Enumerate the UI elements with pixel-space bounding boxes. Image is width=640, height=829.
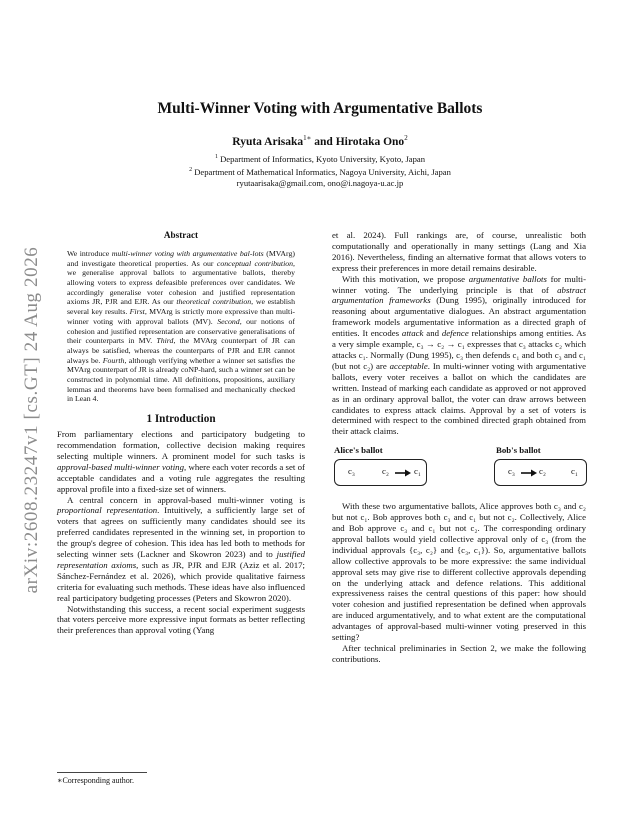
author-emails: ryutaarisaka@gmail.com, ono@i.nagoya-u.ac.jp: [236, 177, 404, 188]
arxiv-stamp: arXiv:2608.23247v1 [cs.GT] 24 Aug 2026: [21, 246, 42, 594]
alice-candidate-c3: c₃: [348, 466, 355, 477]
attack-arrow-icon: [520, 469, 538, 477]
bob-ballot: [494, 459, 587, 486]
bob-candidate-c1: c₁: [571, 466, 578, 477]
intro-paragraph-2: A central concern in approval-based multi-winner voting is proportional representation. Intuitively, a sufficiently large set of voters that agrees on sufficiently many candidates should see its preferred candidates represented in the winning set, in proportion to the group's degree of cohesion. This idea has led both to methods for selecting winner sets (Lackner and Skowron 2023) and to justified representation axioms, such as JR, PJR and EJR (Aziz et al. 2017; Sánchez-Fernández et al. 2026), which provide qualitative fairness criteria for evaluating such methods. These ideas have also influenced real participatory budgeting processes (Peters and Skowron 2020).: [57, 494, 306, 603]
bob-ballot-label: Bob's ballot: [496, 445, 541, 456]
affiliation-1-mark: 1: [214, 154, 218, 160]
footnote-rule: [57, 772, 147, 773]
left-column: [57, 230, 305, 636]
author-1: Ryuta Arisaka: [232, 135, 304, 148]
alice-candidate-c1: c₁: [414, 466, 421, 477]
author-1-mark: 1∗: [303, 134, 312, 142]
affiliation-1: [0, 152, 640, 165]
affiliation-2-mark: 2: [189, 166, 193, 173]
right-column: [332, 230, 586, 665]
footnote: ∗Corresponding author.: [57, 776, 134, 785]
abstract-heading: Abstract: [163, 230, 199, 240]
affiliations: [0, 152, 640, 189]
intro-paragraph-1: From parliamentary elections and participatory budgeting to recommendation formation, collective decision making requires selecting multiple winners. A prominent model for such tasks is approval-based multi-winner voting, where each voter records a set of acceptable candidates and a voting rule aggregates the resulting approval profile into a fixed-size set of winners.: [57, 429, 305, 494]
affiliation-1-text: Department of Informatics, Kyoto University, Kyoto, Japan: [217, 153, 426, 164]
alice-ballot: [334, 459, 427, 486]
author-2-mark: 2: [404, 134, 408, 142]
ballot-figure: [332, 445, 586, 493]
bob-candidate-c2: c₂: [539, 466, 546, 477]
section-heading-introduction: 1 Introduction: [146, 413, 216, 426]
author-line: [0, 134, 640, 148]
right-paragraph-1: et al. 2024). Full rankings are, of course, unrealistic both computationally and operationally in many settings (Lang and Xia 2016). Nevertheless, finding an alternative format that allows voters to express their preferences in more detail remains desirable.: [332, 230, 586, 273]
arxiv-sidebar: [8, 0, 48, 829]
right-paragraph-3: With these two argumentative ballots, Alice approves both c₃ and c₂ but not c₁. Bob approves both c₃ and c₁ but not c₂. Collectively, Alice and Bob approve c₃ and c₁ but not c₂. The corresponding ordinary approval ballots would yield collective approval only of c₃ (from the individual approvals {c₃, c₂} and {c₃, c₁}). So, argumentative ballots allow collective approvals to be more expressive: the same individual approval sets may give rise to different collective approvals depending on the underlying attack and defence relations. This additional expressiveness raises the central questions of this paper: how should voter cohesion and justified representation be defined when approvals are induced argumentatively, and to what extent are the computational advantages of approval-based multi-winner voting preserved in this setting?: [332, 501, 586, 643]
attack-arrow-icon: [394, 469, 412, 477]
alice-candidate-c2: c₂: [382, 466, 389, 477]
bob-candidate-c3: c₃: [508, 466, 515, 477]
author-2: Hirotaka Ono: [335, 135, 405, 148]
affiliation-2-text: Department of Mathematical Informatics, Nagoya University, Aichi, Japan: [192, 166, 451, 177]
affiliation-2: [0, 165, 640, 178]
right-paragraph-4: After technical preliminaries in Section 2, we make the following contributions.: [332, 643, 586, 664]
alice-ballot-label: Alice's ballot: [334, 445, 383, 456]
author-and: and: [314, 135, 333, 148]
abstract-text: We introduce multi-winner voting with argumentative bal-lots (MVArg) and investigate theoretical properties. As our conceptual contribution, we generalise approval ballots to argumentative ballots, thereby allowing voters to express defeasible preferences over candidates. We accordingly generalise voter cohesion and justified representation axioms JR, PJR and EJR. As our theoretical contribution, we establish several key results. First, MVArg is strictly more expressive than multi-winner voting with approval ballots (MV). Second, our notions of cohesion and justified representation are conservative generalisations of their counterparts in MV. Third, the MVArg counterpart of JR can always be satisfied, whereas the counterparts of PJR and EJR cannot always be. Fourth, although verifying whether a winner set satisfies the MVArg counterpart of JR is already coNP-hard, such a winner set can be constructed in polynomial time. All definitions, propositions, auxiliary lemmas and theorems have been formalised and mechanically checked in Lean 4.: [67, 248, 295, 404]
intro-paragraph-3: Notwithstanding this success, a recent social experiment suggests that voters perceive more expressive input formats as better reflecting their preferences than approval voting (Yang: [57, 603, 305, 636]
right-paragraph-2: With this motivation, we propose argumentative ballots for multi-winner voting. The underlying principle is that of abstract argumentation frameworks (Dung 1995), originally introduced for reasoning about argumentative dialogues. An abstract argumentation framework models argumentative information as a directed graph of entities. It encodes attack and defence relationships among entities. As a very simple example, c₃ → c₂ → c₁ expresses that c₃ attacks c₂ which attacks c₁. Normally (Dung 1995), c₃ then defends c₁ and both c₃ and c₁ (but not c₂) are acceptable. In multi-winner voting with argumentative ballots, every voter receives a ballot on which the candidates are written. Instead of marking each candidate as approved or not approved as in an ordinary approval ballot, the voter can draw arrows between candidates to express attack claims. Approval by a set of voters is determined with respect to the combined directed graph obtained from their attack claims.: [332, 273, 587, 437]
paper-title: Multi-Winner Voting with Argumentative Ballots: [157, 100, 483, 117]
